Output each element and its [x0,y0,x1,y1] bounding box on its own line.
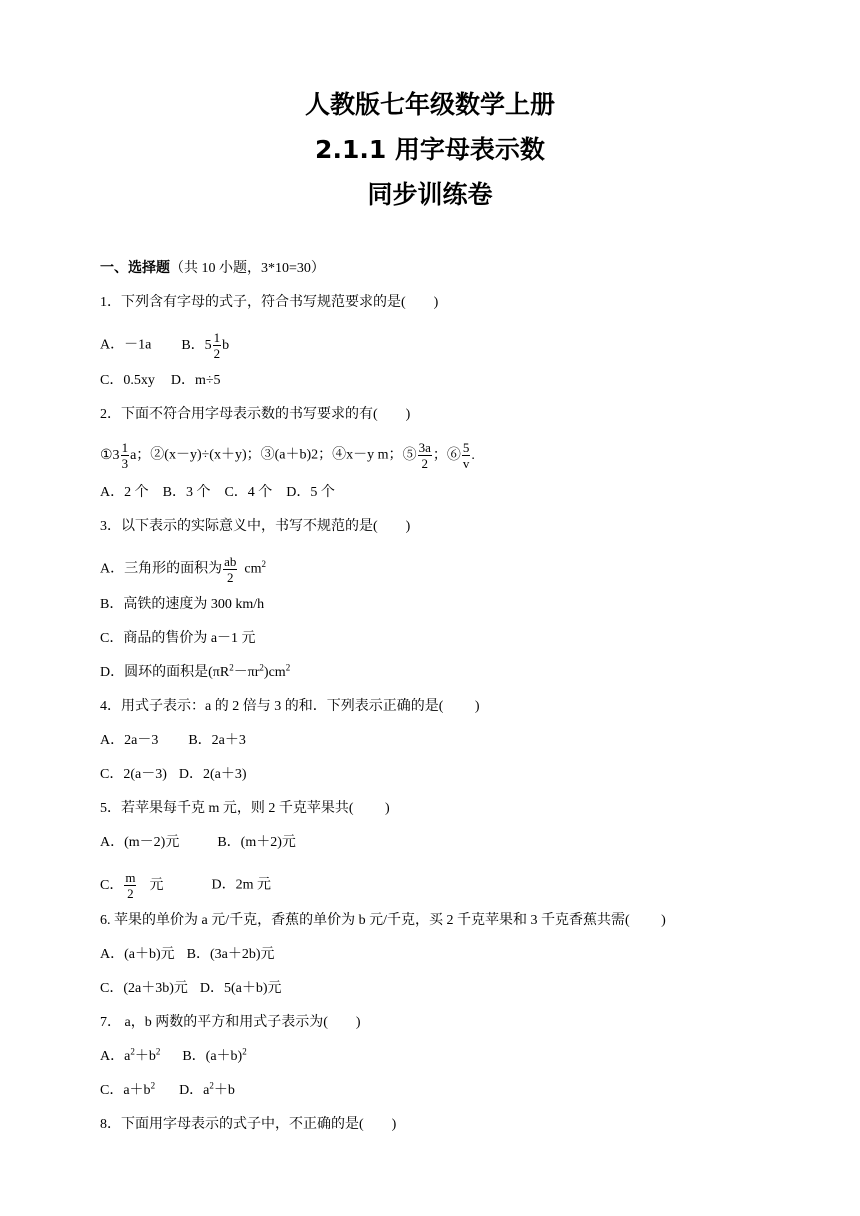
question-5-stem: 5．若苹果每千克 m 元，则 2 千克苹果共( ) [100,801,390,816]
question-1-options-ab [100,330,229,361]
question-6-options-ab [100,946,275,964]
q7-option-a: A．$a^2+b^2$ [100,1046,161,1064]
question-7-options-ab [100,1048,247,1066]
q1-option-b: B．5 $\frac{1}{2}$ b [181,330,230,361]
q5-option-c: C． $\frac{m}{2}$ 元 [100,870,164,901]
fraction: $\frac{m}{2}$ [125,870,136,901]
page-subtitle-2: 同步训练卷 [367,180,493,209]
q1-option-d: D．m÷5 [170,373,221,388]
fraction: $\frac{1}{3}$ [121,440,129,471]
q5-option-b: B．(m＋2)元 [217,835,296,850]
fraction: $\frac{ab}{2}$ [224,554,237,585]
section-note: （共 10 小题，3*10=30） [170,261,325,276]
q2-item-1: ①3 $\frac{1}{3}$ a； [100,440,151,471]
question-1-stem: 1．下列含有字母的式子，符合书写规范要求的是( ) [100,295,439,310]
q6-option-b: B．(3a＋2b)元 [186,947,275,962]
q3-option-a: A．三角形的面积为 $\frac{ab}{2}$ $cm^2$ [100,554,267,585]
question-2-stem: 2．下面不符合用字母表示数的书写要求的有( ) [100,407,411,422]
q7-option-c: C．$a+b^2$ [100,1080,156,1098]
question-6-options-cd [100,980,282,998]
question-4-options-cd [100,766,247,784]
q3-option-d: D．圆环的面积是$(\pi R^2-\pi r^2)cm^2$ [100,662,291,680]
q3-option-b: B．高铁的速度为 300 km/h [100,597,265,612]
page-title: 人教版七年级数学上册 [304,90,555,119]
page-subtitle: 2.1.1 用字母表示数 [315,135,545,164]
question-8-stem: 8．下面用字母表示的式子中，不正确的是( ) [100,1117,397,1132]
q6-option-a: A．(a＋b)元 [100,947,175,962]
q7-option-d: D．$a^2+b$ [179,1080,235,1098]
q2-item-3: ③(a＋b)2； [260,447,333,463]
question-4-stem: 4．用式子表示：a 的 2 倍与 3 的和．下列表示正确的是( ) [100,699,480,714]
question-7-options-cd [100,1082,235,1100]
question-7-stem: 7． a，b 两数的平方和用式子表示为( ) [100,1015,361,1030]
question-2-options: A．2 个 B．3 个 C．4 个 D．5 个 [100,485,335,500]
q2-item-5: ⑤ $\frac{3a}{2}$ ； [402,440,447,471]
q6-option-d: D．5(a＋b)元 [199,981,282,996]
question-2-items [100,440,475,471]
q6-option-c: C．(2a＋3b)元 [100,981,188,996]
fraction: $\frac{1}{2}$ [213,330,221,361]
q4-option-a: A．2a－3 [100,733,159,748]
q7-option-b: B．$(a+b)^2$ [182,1046,247,1064]
q4-option-d: D．2(a＋3) [178,767,247,782]
q4-option-b: B．2a＋3 [188,733,246,748]
q2-item-6: ⑥ $\frac{5}{v}$ . [446,440,475,471]
q4-option-c: C．2(a－3) [100,767,167,782]
fraction: $\frac{5}{v}$ [462,440,470,471]
q5-option-d: D．2m 元 [211,877,271,893]
q3-option-c: C．商品的售价为 a－1 元 [100,631,256,646]
section-heading [100,260,325,278]
q5-option-a: A．(m－2)元 [100,835,180,850]
question-1-options-cd [100,372,221,390]
q1-option-a: A．－1a [100,337,152,353]
fraction: $\frac{3a}{2}$ [418,440,431,471]
question-5-options-ab [100,834,296,852]
question-6-stem: 6. 苹果的单价为 a 元/千克，香蕉的单价为 b 元/千克，买 2 千克苹果和 3 千克香蕉共需( ) [100,913,666,928]
question-3-stem: 3．以下表示的实际意义中，书写不规范的是( ) [100,519,411,534]
question-5-options-cd [100,870,271,901]
q2-item-2: ②(x－y)÷(x＋y)； [150,447,261,463]
q1-option-c: C．0.5xy [100,373,155,388]
question-4-options-ab [100,732,246,750]
q2-item-4: ④x－y m； [332,447,403,463]
section-title: 一、选择题 [100,261,170,276]
